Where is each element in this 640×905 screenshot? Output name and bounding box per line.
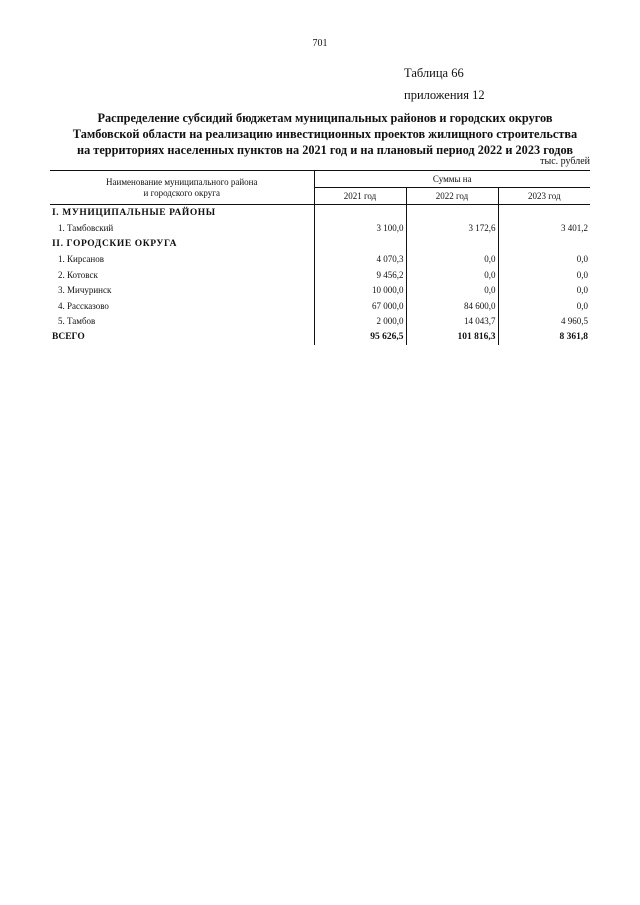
title-line: Тамбовской области на реализацию инвестиционных проектов жилищного строительства: [72, 127, 578, 141]
value-2023: 0,0: [498, 298, 590, 314]
section-title: II. ГОРОДСКИЕ ОКРУГА: [52, 238, 178, 249]
total-label: ВСЕГО: [52, 331, 85, 342]
table-row: [50, 283, 590, 299]
section-title: I. МУНИЦИПАЛЬНЫЕ РАЙОНЫ: [52, 207, 216, 218]
title-line: Распределение субсидий бюджетам муниципальных районов и городских округов: [97, 111, 553, 125]
row-name: 3. Мичуринск: [58, 285, 112, 296]
value-2023: 4 960,5: [498, 314, 590, 330]
column-header-name: [50, 171, 314, 205]
total-row: [50, 329, 590, 345]
value-2022: 0,0: [406, 283, 498, 299]
subsidy-table: [50, 170, 590, 345]
column-header-2022: 2022 год: [406, 188, 498, 205]
value-2023: 0,0: [498, 252, 590, 268]
value-2022: 0,0: [406, 252, 498, 268]
row-name: 1. Тамбовский: [58, 223, 114, 234]
document-title: [40, 110, 610, 158]
row-name: 4. Рассказово: [58, 300, 109, 311]
table-row: [50, 267, 590, 283]
table-row: [50, 298, 590, 314]
value-2021: 3 100,0: [314, 221, 406, 237]
value-2022: 14 043,7: [406, 314, 498, 330]
value-2022: 0,0: [406, 267, 498, 283]
section-row: [50, 236, 590, 252]
header-name-line: Наименование муниципального района: [106, 176, 258, 187]
title-line: на территориях населенных пунктов на 2021 год и на плановый период 2022 и 2023 годов: [77, 143, 573, 157]
page-number: 701: [312, 38, 328, 49]
table-row: [50, 314, 590, 330]
row-name: 2. Котовск: [58, 269, 98, 280]
value-2021: 67 000,0: [314, 298, 406, 314]
value-2021: 4 070,3: [314, 252, 406, 268]
column-header-sums: Суммы на: [314, 171, 590, 188]
table-row: [50, 252, 590, 268]
table-row: [50, 221, 590, 237]
table-label: Таблица 66: [404, 66, 464, 80]
column-header-2023: 2023 год: [498, 188, 590, 205]
value-2022: 84 600,0: [406, 298, 498, 314]
appendix-label: приложения 12: [404, 88, 485, 102]
units-label: тыс. рублей: [540, 156, 590, 167]
row-name: 1. Кирсанов: [58, 254, 104, 265]
column-header-2021: 2021 год: [314, 188, 406, 205]
value-2023: 0,0: [498, 267, 590, 283]
value-2021: 2 000,0: [314, 314, 406, 330]
value-2021: 10 000,0: [314, 283, 406, 299]
value-2023: 0,0: [498, 283, 590, 299]
section-row: [50, 205, 590, 221]
value-2021: 9 456,2: [314, 267, 406, 283]
total-2023: 8 361,8: [498, 329, 590, 345]
value-2023: 3 401,2: [498, 221, 590, 237]
total-2022: 101 816,3: [406, 329, 498, 345]
value-2022: 3 172,6: [406, 221, 498, 237]
header-name-line: и городского округа: [143, 187, 220, 198]
row-name: 5. Тамбов: [58, 316, 96, 327]
total-2021: 95 626,5: [314, 329, 406, 345]
